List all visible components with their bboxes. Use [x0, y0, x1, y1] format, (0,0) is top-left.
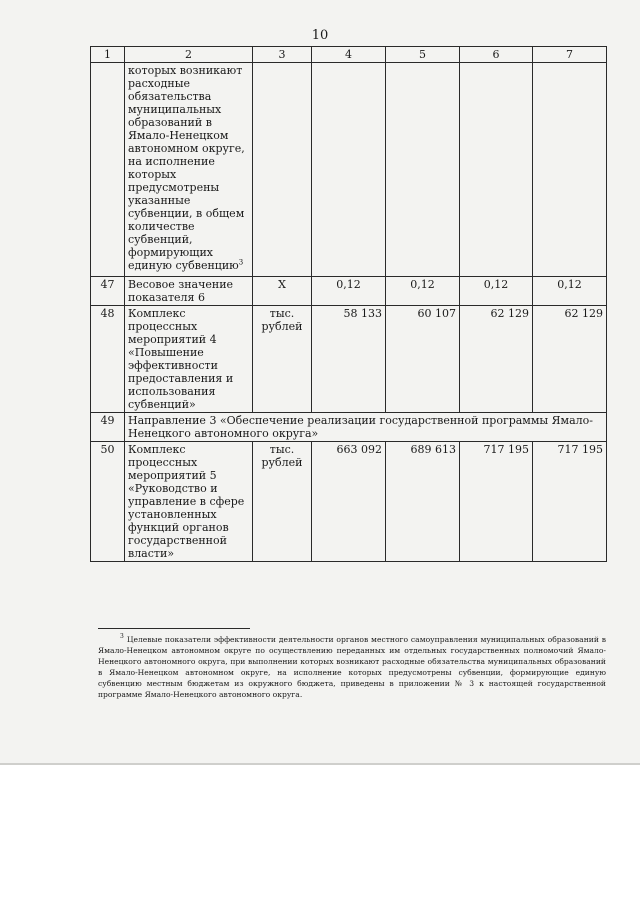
footnote-text: Целевые показатели эффективности деятельности органов местного самоуправления муниципальных образований в Ямало-Ненецком автономном округе по осуществлению переданных им отдельных государственных полномочий Ямало-Ненецкого автономного округа, при выполнении которых возникают расходные обязательства муниципальных образований в Ямало-Ненецком автономном округе, на исполнение которых предусмотрены субвенции, формирующие единую субвенцию местным бюджетам из окружного бюджета, приведены в приложении № 3 к настоящей государственной программе Ямало-Ненецкого автономного округа.	[98, 635, 606, 699]
header-cell: 3	[253, 47, 312, 63]
row-unit: Х	[253, 277, 312, 306]
header-cell: 4	[312, 47, 386, 63]
header-cell: 2	[125, 47, 253, 63]
continued-text-cell: которых возникают расходные обязательства муниципальных образований в Ямало-Ненецком автономном округе, на исполнение которых предусмотрены указанные субвенции, в общем количестве субвенций, формирующих единую субвенцию$^3$	[125, 63, 253, 277]
row-value-7: 0,12	[533, 277, 607, 306]
table-header-row	[91, 47, 607, 63]
table-row-continued	[91, 63, 607, 277]
footnote-mark: 3	[120, 633, 124, 641]
indicators-table	[90, 46, 607, 562]
row-name: Комплекс процессных мероприятий 5 «Руководство и управление в сфере установленных функций органов государственной власти»	[125, 442, 253, 562]
row-value-6: 717 195	[460, 442, 533, 562]
header-cell: 7	[533, 47, 607, 63]
row-value-6: 62 129	[460, 306, 533, 413]
header-cell: 5	[386, 47, 460, 63]
row-value-7: 62 129	[533, 306, 607, 413]
row-unit: тыс. рублей	[253, 306, 312, 413]
row-value-5: 60 107	[386, 306, 460, 413]
row-value-5: 689 613	[386, 442, 460, 562]
table-section-row	[91, 413, 607, 442]
header-cell: 6	[460, 47, 533, 63]
page-edge	[0, 763, 640, 765]
header-cell: 1	[91, 47, 125, 63]
section-title: Направление 3 «Обеспечение реализации государственной программы Ямало-Ненецкого автономного округа»	[125, 413, 607, 442]
row-number: 48	[91, 306, 125, 413]
row-number: 49	[91, 413, 125, 442]
row-value-4: 0,12	[312, 277, 386, 306]
row-name: Комплекс процессных мероприятий 4 «Повышение эффективности предоставления и использования субвенций»	[125, 306, 253, 413]
row-name: Весовое значение показателя 6	[125, 277, 253, 306]
footnote-separator	[98, 628, 250, 629]
table-row	[91, 306, 607, 413]
row-value-4: 58 133	[312, 306, 386, 413]
row-value-6: 0,12	[460, 277, 533, 306]
page-number: 10	[311, 28, 329, 43]
row-number: 47	[91, 277, 125, 306]
footnote-ref: 3	[238, 258, 244, 267]
footnote	[98, 634, 606, 700]
row-number: 50	[91, 442, 125, 562]
row-value-4: 663 092	[312, 442, 386, 562]
table-row	[91, 277, 607, 306]
table-row	[91, 442, 607, 562]
row-value-5: 0,12	[386, 277, 460, 306]
row-unit: тыс. рублей	[253, 442, 312, 562]
row-value-7: 717 195	[533, 442, 607, 562]
